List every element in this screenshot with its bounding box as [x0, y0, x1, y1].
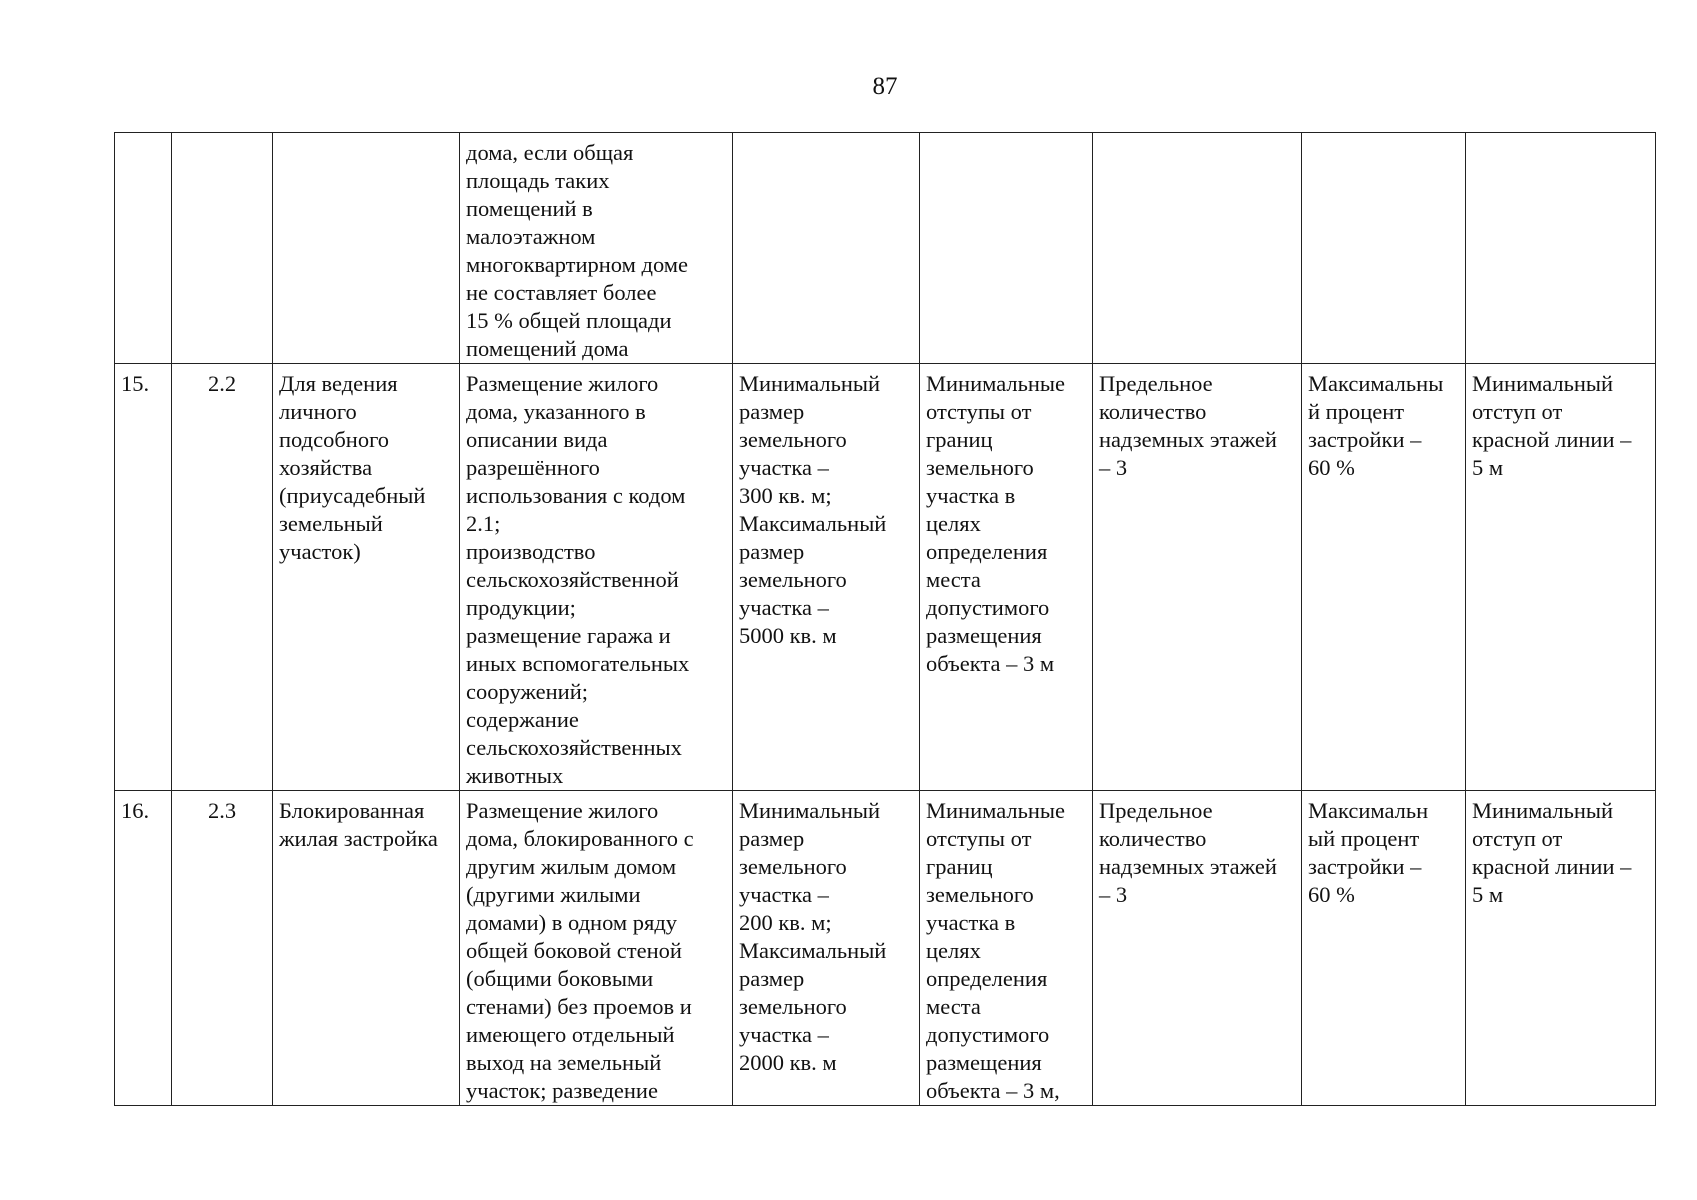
use-code-cell [172, 133, 273, 364]
coverage-percent-cell: Максимальн ый процент застройки – 60 % [1302, 791, 1466, 1106]
red-line-setback-cell [1466, 133, 1656, 364]
use-name-cell: Блокированная жилая застройка [273, 791, 460, 1106]
red-line-setback-cell: Минимальный отступ от красной линии – 5 м [1466, 364, 1656, 791]
plot-size-cell: Минимальный размер земельного участка – 200 кв. м; Максимальный размер земельного участка – 2000 кв. м [733, 791, 920, 1106]
use-description-cell: Размещение жилого дома, указанного в описании вида разрешённого использования с кодом 2.1; производство сельскохозяйственной продукции; размещение гаража и иных вспомогательных сооружений; содержание сельскохозяйственных животных [460, 364, 733, 791]
use-name-cell [273, 133, 460, 364]
table-row [115, 133, 1656, 364]
use-description-cell: дома, если общая площадь таких помещений в малоэтажном многоквартирном доме не составляет более 15 % общей площади помещений дома [460, 133, 733, 364]
coverage-percent-cell: Максимальны й процент застройки – 60 % [1302, 364, 1466, 791]
land-use-regulations-table [114, 132, 1656, 1106]
use-name-cell: Для ведения личного подсобного хозяйства (приусадебный земельный участок) [273, 364, 460, 791]
plot-size-cell [733, 133, 920, 364]
coverage-percent-cell [1302, 133, 1466, 364]
table-row [115, 364, 1656, 791]
row-number-cell: 16. [115, 791, 172, 1106]
use-code-cell: 2.2 [172, 364, 273, 791]
use-description-cell: Размещение жилого дома, блокированного с другим жилым домом (другими жилыми домами) в одном ряду общей боковой стеной (общими боковыми стенами) без проемов и имеющего отдельный выход на земельный участок; разведение [460, 791, 733, 1106]
table-row [115, 791, 1656, 1106]
red-line-setback-cell: Минимальный отступ от красной линии – 5 м [1466, 791, 1656, 1106]
page-number: 87 [872, 73, 898, 100]
use-code-cell: 2.3 [172, 791, 273, 1106]
plot-size-cell: Минимальный размер земельного участка – 300 кв. м; Максимальный размер земельного участка – 5000 кв. м [733, 364, 920, 791]
row-number-cell [115, 133, 172, 364]
floors-limit-cell: Предельное количество надземных этажей – 3 [1093, 364, 1302, 791]
floors-limit-cell: Предельное количество надземных этажей – 3 [1093, 791, 1302, 1106]
floors-limit-cell [1093, 133, 1302, 364]
setbacks-cell: Минимальные отступы от границ земельного участка в целях определения места допустимого размещения объекта – 3 м [920, 364, 1093, 791]
row-number-cell: 15. [115, 364, 172, 791]
setbacks-cell [920, 133, 1093, 364]
setbacks-cell: Минимальные отступы от границ земельного участка в целях определения места допустимого размещения объекта – 3 м, [920, 791, 1093, 1106]
